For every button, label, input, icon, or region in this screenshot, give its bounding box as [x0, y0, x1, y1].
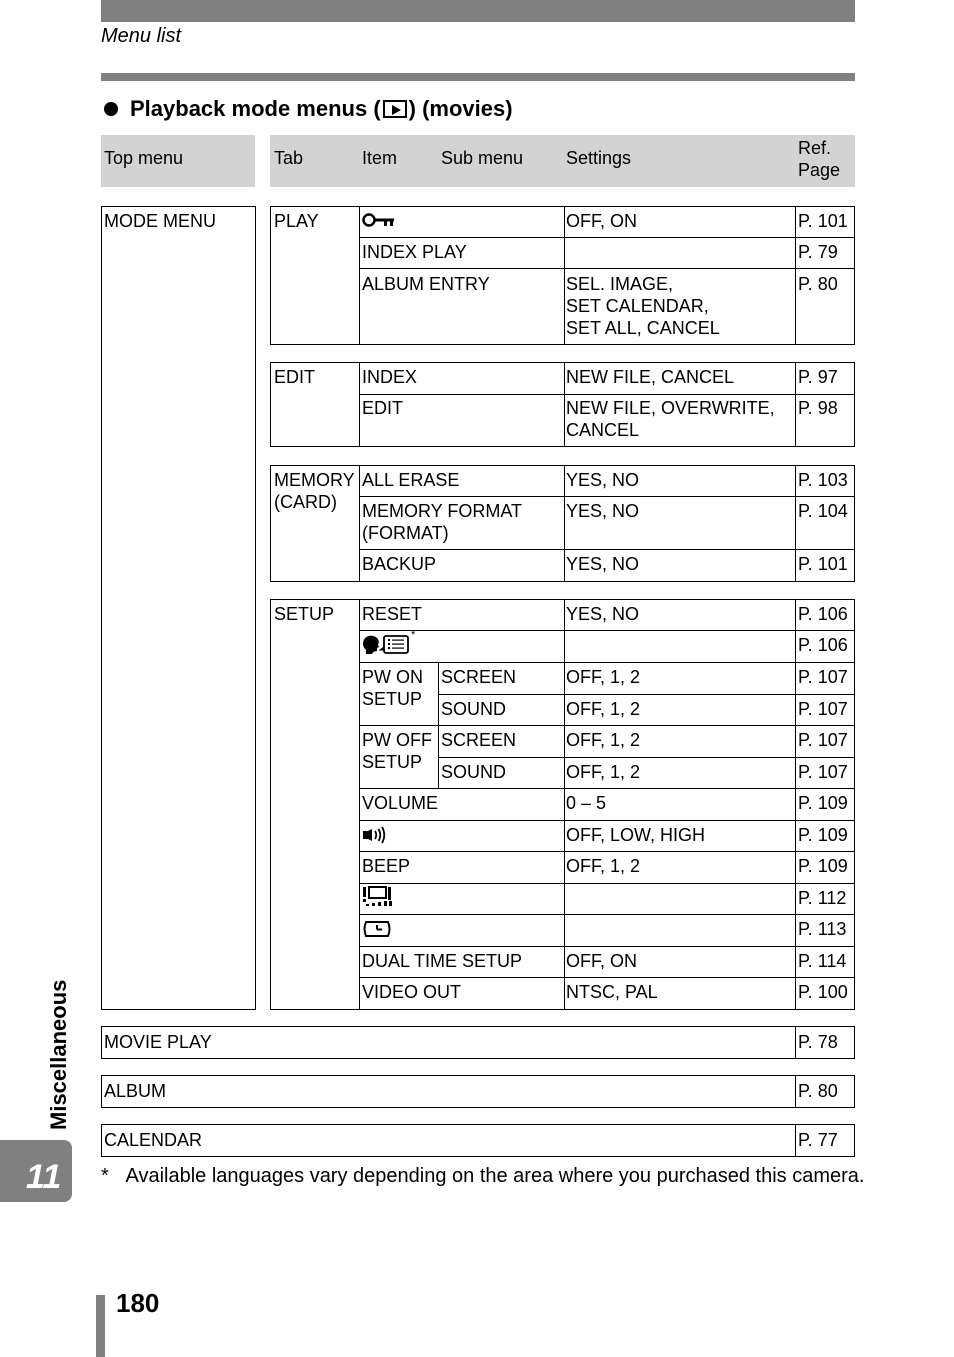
settings-line: NEW FILE, OVERWRITE,	[566, 398, 775, 418]
tab-memory-line: MEMORY	[274, 470, 355, 490]
item-line: PW OFF	[362, 730, 432, 750]
settings-line: SEL. IMAGE,	[566, 274, 674, 294]
mode-menu-cell	[101, 206, 256, 1010]
item-cell: BEEP	[362, 856, 411, 876]
section-title-suffix: ) (movies)	[408, 96, 513, 121]
top-menu-label: MOVIE PLAY	[104, 1032, 212, 1052]
settings-cell: OFF, ON	[566, 951, 637, 971]
chapter-label: Miscellaneous	[46, 979, 71, 1130]
ref-cell: P. 79	[798, 242, 838, 262]
footnote-mark: *	[411, 629, 416, 641]
ref-cell: P. 100	[798, 982, 848, 1002]
item-cell	[362, 666, 423, 710]
settings-cell: OFF, ON	[566, 211, 637, 231]
settings-line: CANCEL	[566, 420, 640, 440]
item-cell: RESET	[362, 604, 423, 624]
play-table	[270, 206, 855, 345]
bullet-icon	[104, 102, 118, 116]
ref-cell: P. 107	[798, 667, 848, 687]
ref-cell: P. 101	[798, 554, 848, 574]
chapter-number: 11	[26, 1158, 62, 1196]
sub-menu-cell: SCREEN	[441, 730, 517, 750]
ref-cell: P. 107	[798, 730, 848, 750]
running-header: Menu list	[101, 25, 182, 47]
tab-memory	[274, 469, 355, 513]
ref-cell: P. 109	[798, 825, 848, 845]
settings-cell: OFF, 1, 2	[566, 699, 641, 719]
tab-memory-line: (CARD)	[274, 492, 337, 512]
ref-cell: P. 106	[798, 635, 848, 655]
sub-menu-cell: SCREEN	[441, 667, 517, 687]
ref-cell: P. 101	[798, 211, 848, 231]
ref-cell: P. 103	[798, 470, 848, 490]
settings-cell: OFF, LOW, HIGH	[566, 825, 706, 845]
ref-cell: P. 114	[798, 951, 847, 971]
settings-cell: OFF, 1, 2	[566, 667, 641, 687]
settings-cell	[566, 397, 775, 441]
clock-icon	[362, 918, 392, 940]
ref-cell: P. 109	[798, 793, 848, 813]
tab-play: PLAY	[274, 211, 319, 231]
top-menu-label: CALENDAR	[104, 1130, 203, 1150]
page-number: 180	[116, 1288, 160, 1318]
monitor-brightness-icon	[362, 886, 394, 908]
section-title	[104, 96, 513, 122]
play-mode-icon	[383, 100, 407, 118]
sub-menu-cell: SOUND	[441, 699, 507, 719]
item-line: SETUP	[362, 752, 423, 772]
memory-table	[270, 465, 855, 582]
speaker-volume-icon	[362, 826, 388, 844]
settings-cell: OFF, 1, 2	[566, 730, 641, 750]
ref-cell: P. 107	[798, 762, 848, 782]
ref-cell: P. 106	[798, 604, 848, 624]
movie-play-row	[101, 1026, 855, 1059]
settings-cell	[566, 273, 720, 339]
column-ref-page	[798, 137, 840, 181]
item-cell: INDEX PLAY	[362, 242, 467, 262]
album-row	[101, 1075, 855, 1108]
item-line: SETUP	[362, 689, 423, 709]
column-settings: Settings	[566, 148, 632, 168]
tab-edit: EDIT	[274, 367, 316, 387]
settings-line: SET CALENDAR,	[566, 296, 709, 316]
header-columns-bg	[270, 135, 855, 187]
item-cell	[362, 500, 522, 544]
settings-cell: YES, NO	[566, 604, 640, 624]
column-ref-line1: Ref.	[798, 138, 832, 158]
item-cell: ALBUM ENTRY	[362, 274, 490, 294]
settings-cell: YES, NO	[566, 501, 640, 521]
page-number-bar	[96, 1295, 105, 1357]
settings-cell: YES, NO	[566, 554, 640, 574]
footnote-mark: *	[101, 1165, 109, 1187]
item-cell: INDEX	[362, 367, 418, 387]
column-top-menu: Top menu	[104, 148, 184, 168]
item-line: (FORMAT)	[362, 523, 449, 543]
settings-cell: YES, NO	[566, 470, 640, 490]
sub-menu-cell: SOUND	[441, 762, 507, 782]
item-cell: VIDEO OUT	[362, 982, 462, 1002]
column-item: Item	[362, 148, 398, 168]
tab-setup: SETUP	[274, 604, 335, 624]
column-tab: Tab	[274, 148, 304, 168]
ref-cell: P. 77	[798, 1130, 838, 1150]
item-cell	[362, 729, 432, 773]
item-line: MEMORY FORMAT	[362, 501, 523, 521]
ref-cell: P. 97	[798, 367, 838, 387]
mode-menu-label: MODE MENU	[104, 211, 216, 231]
item-cell: BACKUP	[362, 554, 437, 574]
item-cell: ALL ERASE	[362, 470, 460, 490]
column-ref-line2: Page	[798, 160, 841, 180]
ref-cell: P. 104	[798, 501, 848, 521]
calendar-row	[101, 1124, 855, 1157]
settings-line: SET ALL, CANCEL	[566, 318, 720, 338]
header-rule	[101, 73, 855, 81]
ref-cell: P. 80	[798, 1081, 838, 1101]
item-line: PW ON	[362, 667, 423, 687]
ref-cell: P. 112	[798, 888, 847, 908]
ref-cell: P. 80	[798, 274, 838, 294]
section-title-prefix: Playback mode menus (	[130, 96, 381, 121]
top-menu-label: ALBUM	[104, 1081, 167, 1101]
settings-cell: OFF, 1, 2	[566, 762, 641, 782]
settings-cell: NTSC, PAL	[566, 982, 658, 1002]
ref-cell: P. 113	[798, 919, 847, 939]
settings-cell: NEW FILE, CANCEL	[566, 367, 735, 387]
settings-cell: OFF, 1, 2	[566, 856, 641, 876]
footnote	[101, 1165, 864, 1188]
language-icon	[361, 633, 411, 655]
footnote-text: Available languages vary depending on the area where you purchased this camera.	[125, 1165, 865, 1187]
setup-table	[270, 599, 855, 1010]
ref-cell: P. 78	[798, 1032, 838, 1052]
item-cell: EDIT	[362, 398, 404, 418]
settings-cell: 0 – 5	[566, 793, 607, 813]
column-sub-menu: Sub menu	[441, 148, 524, 168]
protect-key-icon	[362, 211, 396, 229]
ref-cell: P. 109	[798, 856, 848, 876]
item-cell: VOLUME	[362, 793, 439, 813]
ref-cell: P. 98	[798, 398, 838, 418]
top-bar	[101, 0, 855, 22]
item-cell: DUAL TIME SETUP	[362, 951, 523, 971]
ref-cell: P. 107	[798, 699, 848, 719]
